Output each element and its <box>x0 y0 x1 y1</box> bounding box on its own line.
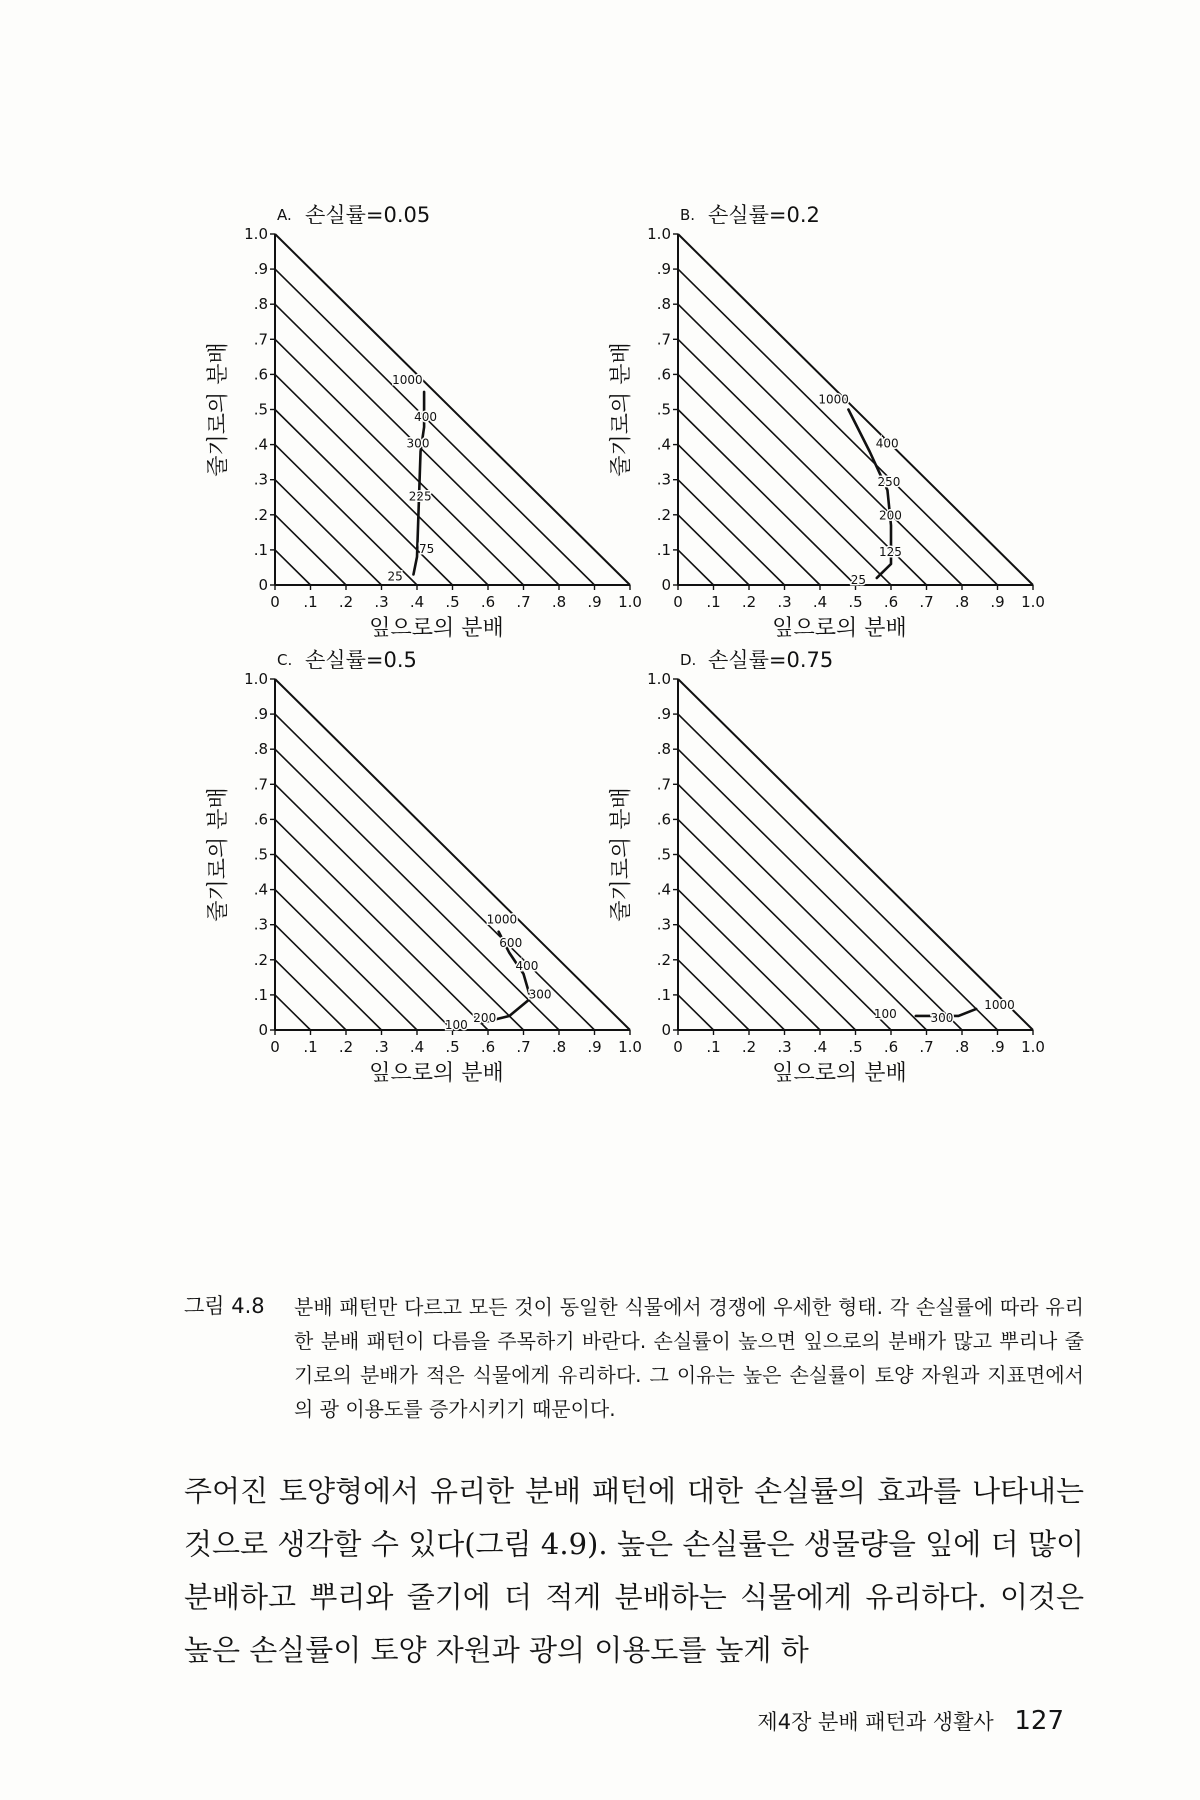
diagonal-line <box>275 550 311 585</box>
data-label: 300 <box>406 436 430 451</box>
data-label: 600 <box>499 935 523 950</box>
diagonal-line <box>275 749 559 1030</box>
x-tick-label: .4 <box>812 1038 828 1056</box>
panel-label: B. <box>680 206 696 224</box>
y-tick-label: 0 <box>661 1021 671 1039</box>
y-tick-label: .9 <box>253 705 268 724</box>
diagonal-line <box>678 304 962 585</box>
diagonal-line <box>678 410 856 586</box>
x-axis-title: 잎으로의 분배 <box>369 1061 504 1086</box>
y-tick-label: .6 <box>253 810 268 829</box>
diagonal-line <box>275 515 346 585</box>
y-tick-label: .3 <box>656 470 671 489</box>
figure-caption <box>184 1290 1084 1426</box>
x-tick-label: .2 <box>338 593 354 611</box>
x-tick-label: .9 <box>990 1038 1005 1056</box>
y-tick-label: 0 <box>258 576 268 594</box>
x-tick-label: .6 <box>883 1038 899 1056</box>
data-label: 400 <box>414 410 438 425</box>
y-tick-label: .4 <box>656 435 671 454</box>
x-tick-label: 1.0 <box>1021 1038 1045 1056</box>
y-tick-label: 1.0 <box>647 225 671 243</box>
y-tick-label: 1.0 <box>647 670 671 688</box>
data-label: 225 <box>408 489 432 504</box>
diagonal-line <box>678 550 714 585</box>
diagonal-line <box>678 890 820 1030</box>
y-tick-label: .4 <box>253 435 268 454</box>
diagonal-line <box>678 515 749 585</box>
x-tick-label: .1 <box>303 593 318 611</box>
x-tick-label: .8 <box>954 1038 970 1056</box>
y-tick-label: .1 <box>253 985 268 1004</box>
x-tick-label: .7 <box>516 593 531 611</box>
x-axis-title: 잎으로의 분배 <box>369 616 504 641</box>
y-tick-label: .2 <box>656 950 671 969</box>
diagonal-line <box>275 480 382 585</box>
y-tick-label: .7 <box>656 775 671 794</box>
y-tick-label: .7 <box>253 775 268 794</box>
page-footer <box>757 1706 1064 1736</box>
diagonal-line <box>275 714 595 1030</box>
y-tick-label: 1.0 <box>244 670 268 688</box>
x-tick-label: .5 <box>848 593 863 611</box>
diagonal-line <box>678 374 891 585</box>
diagonal-line <box>275 925 382 1030</box>
y-tick-label: .5 <box>253 845 268 864</box>
diagonal-line <box>275 855 453 1031</box>
x-tick-label: .2 <box>741 1038 757 1056</box>
x-tick-label: .9 <box>587 593 602 611</box>
x-tick-label: 1.0 <box>1021 593 1045 611</box>
caption-label: 그림 4.8 <box>184 1294 265 1318</box>
diagonal-line <box>678 714 998 1030</box>
diagonal-line <box>275 269 595 585</box>
data-label: 100 <box>873 1006 897 1021</box>
y-tick-label: .4 <box>656 880 671 899</box>
data-label: 1000 <box>392 372 423 387</box>
data-label: 300 <box>930 1010 954 1025</box>
panel-label: A. <box>277 206 292 224</box>
data-label: 200 <box>473 1010 497 1025</box>
y-tick-label: .1 <box>656 985 671 1004</box>
x-tick-label: .5 <box>848 1038 863 1056</box>
x-tick-label: .1 <box>706 1038 721 1056</box>
x-tick-label: .3 <box>374 1038 389 1056</box>
x-tick-label: .8 <box>954 593 970 611</box>
data-label: 25 <box>387 569 403 584</box>
x-tick-label: .3 <box>374 593 389 611</box>
y-tick-label: .6 <box>656 810 671 829</box>
diagonal-line <box>678 995 714 1030</box>
x-tick-label: .8 <box>551 1038 567 1056</box>
y-tick-label: .7 <box>253 330 268 349</box>
y-tick-label: .6 <box>656 365 671 384</box>
y-tick-label: .8 <box>253 295 268 314</box>
data-label: 75 <box>419 541 435 556</box>
y-tick-label: .8 <box>656 295 671 314</box>
diagonal-line <box>678 960 749 1030</box>
x-tick-label: .1 <box>706 593 721 611</box>
x-tick-label: .2 <box>338 1038 354 1056</box>
chart-panel-1 <box>206 203 642 641</box>
y-tick-label: .2 <box>253 505 268 524</box>
x-tick-label: .9 <box>990 593 1005 611</box>
page-number: 127 <box>1014 1706 1064 1736</box>
x-tick-label: .4 <box>409 593 425 611</box>
running-head: 제4장 분배 패턴과 생활사 <box>757 1710 994 1734</box>
diagonal-line <box>678 784 927 1030</box>
x-tick-label: .4 <box>812 593 828 611</box>
diagonal-line <box>678 445 820 585</box>
y-axis-title: 줄기로의 분배 <box>206 787 231 922</box>
y-tick-label: .3 <box>253 915 268 934</box>
y-tick-label: .9 <box>656 705 671 724</box>
data-label: 200 <box>879 508 902 523</box>
y-tick-label: .2 <box>253 950 268 969</box>
diagonal-line <box>678 749 962 1030</box>
diagonal-line <box>275 890 417 1030</box>
x-tick-label: 0 <box>270 593 280 611</box>
diagonal-line <box>678 855 856 1031</box>
x-tick-label: .3 <box>777 593 792 611</box>
data-label: 1000 <box>984 997 1015 1012</box>
chart-panel-4 <box>609 648 1045 1086</box>
y-tick-label: .3 <box>253 470 268 489</box>
y-tick-label: .1 <box>656 540 671 559</box>
data-label: 250 <box>877 475 901 490</box>
y-tick-label: .9 <box>253 260 268 279</box>
x-tick-label: 1.0 <box>618 1038 642 1056</box>
y-tick-label: .1 <box>253 540 268 559</box>
x-tick-label: .3 <box>777 1038 792 1056</box>
body-paragraph: 주어진 토양형에서 유리한 분배 패턴에 대한 손실률의 효과를 나타내는 것으로 생각할 수 있다(그림 4.9). 높은 손실률은 생물량을 잎에 더 많이 분배하고 뿌리와 줄기에 더 적게 분배하는 식물에게 유리하다. 이것은 높은 손실률이 토양 자원과 광의 이용도를 높게 하 <box>184 1474 1084 1667</box>
x-tick-label: .4 <box>409 1038 425 1056</box>
x-axis-title: 잎으로의 분배 <box>772 616 907 641</box>
y-tick-label: .5 <box>656 400 671 419</box>
y-tick-label: .5 <box>656 845 671 864</box>
chart-panel-3 <box>206 648 642 1086</box>
y-tick-label: 0 <box>258 1021 268 1039</box>
data-label: 100 <box>444 1017 468 1032</box>
x-tick-label: 0 <box>673 593 683 611</box>
y-tick-label: .9 <box>656 260 671 279</box>
data-label: 1000 <box>818 392 849 407</box>
chart-title: 손실률=0.2 <box>708 203 820 227</box>
y-tick-label: .6 <box>253 365 268 384</box>
chart-title: 손실률=0.05 <box>305 203 431 227</box>
x-tick-label: 1.0 <box>618 593 642 611</box>
y-tick-label: .7 <box>656 330 671 349</box>
x-tick-label: .6 <box>883 593 899 611</box>
x-tick-label: .5 <box>445 1038 460 1056</box>
x-tick-label: .5 <box>445 593 460 611</box>
y-tick-label: 0 <box>661 576 671 594</box>
y-axis-title: 줄기로의 분배 <box>609 787 634 922</box>
data-label: 400 <box>875 436 899 451</box>
x-tick-label: .2 <box>741 593 757 611</box>
y-tick-label: .2 <box>656 505 671 524</box>
diagonal-line <box>275 374 488 585</box>
diagonal-line <box>678 925 785 1030</box>
data-label: 25 <box>850 572 867 587</box>
x-tick-label: .7 <box>516 1038 531 1056</box>
x-tick-label: .1 <box>303 1038 318 1056</box>
x-tick-label: .7 <box>919 593 934 611</box>
x-tick-label: .8 <box>551 593 567 611</box>
chart-title: 손실률=0.75 <box>708 648 834 672</box>
diagonal-line <box>678 480 785 585</box>
panel-label: D. <box>680 651 697 669</box>
x-tick-label: 0 <box>270 1038 280 1056</box>
y-tick-label: .4 <box>253 880 268 899</box>
chart-title: 손실률=0.5 <box>305 648 417 672</box>
y-tick-label: 1.0 <box>244 225 268 243</box>
y-tick-label: .5 <box>253 400 268 419</box>
data-label: 400 <box>515 958 539 973</box>
x-tick-label: .7 <box>919 1038 934 1056</box>
x-tick-label: 0 <box>673 1038 683 1056</box>
diagonal-line <box>678 819 891 1030</box>
caption-text: 분배 패턴만 다르고 모든 것이 동일한 식물에서 경쟁에 우세한 형태. 각 손실률에 따라 유리한 분배 패턴이 다름을 주목하기 바란다. 손실률이 높으면 잎으로의 분배가 많고 뿌리나 줄기로의 분배가 적은 식물에게 유리하다. 그 이유는 높은 손실률이 토양 자원과 지표면에서의 광 이용도를 증가시키기 때문이다. <box>294 1295 1084 1421</box>
y-tick-label: .3 <box>656 915 671 934</box>
x-tick-label: .6 <box>480 1038 496 1056</box>
diagonal-line <box>678 269 998 585</box>
y-axis-title: 줄기로의 분배 <box>206 342 231 477</box>
chart-panel-2 <box>609 203 1045 641</box>
diagonal-line <box>275 960 346 1030</box>
x-tick-label: .6 <box>480 593 496 611</box>
diagonal-line <box>275 819 488 1030</box>
x-axis-title: 잎으로의 분배 <box>772 1061 907 1086</box>
data-label: 125 <box>879 544 902 559</box>
y-tick-label: .8 <box>656 740 671 759</box>
y-axis-title: 줄기로의 분배 <box>609 342 634 477</box>
diagonal-line <box>275 445 417 585</box>
diagonal-line <box>275 784 524 1030</box>
diagonal-line <box>275 995 311 1030</box>
y-tick-label: .8 <box>253 740 268 759</box>
data-label: 300 <box>528 987 552 1002</box>
x-tick-label: .9 <box>587 1038 602 1056</box>
panel-label: C. <box>277 651 293 669</box>
data-label: 1000 <box>486 912 518 927</box>
